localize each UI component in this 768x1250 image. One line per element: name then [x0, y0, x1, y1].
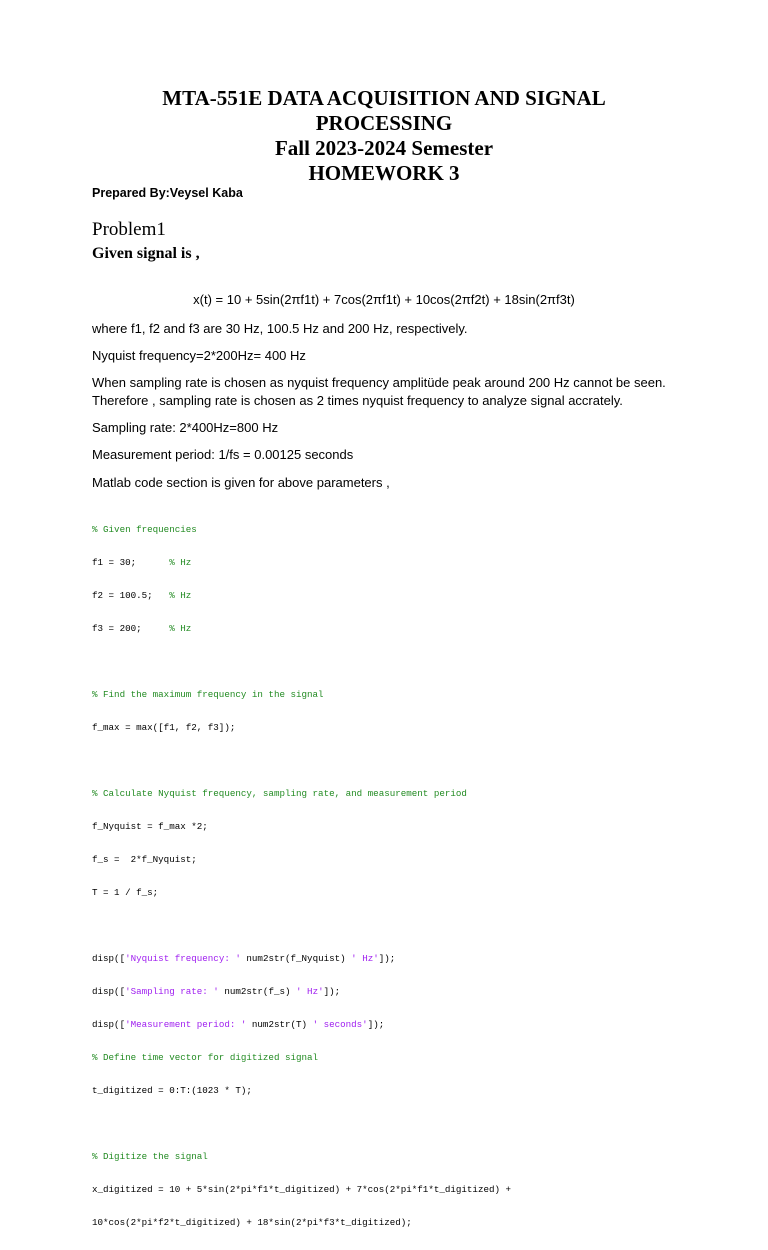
code-string: ' Hz' — [296, 986, 324, 997]
code-text: disp([ — [92, 986, 126, 997]
code-comment: % Calculate Nyquist frequency, sampling rate, and measurement period — [92, 788, 467, 799]
code-text: disp([ — [92, 1019, 126, 1030]
code-line: f_Nyquist = f_max *2; — [92, 821, 208, 832]
paragraph-nyquist: Nyquist frequency=2*200Hz= 400 Hz — [92, 348, 306, 363]
code-line — [92, 623, 692, 634]
code-comment: % Hz — [169, 590, 192, 601]
title-line-1: MTA-551E DATA ACQUISITION AND SIGNAL — [162, 86, 606, 110]
given-heading: Given signal is , — [92, 245, 200, 262]
code-text: f1 = 30; — [92, 557, 170, 568]
code-text: num2str(f_Nyquist) — [240, 953, 352, 964]
paragraph-code-intro: Matlab code section is given for above parameters , — [92, 475, 390, 490]
code-line: t_digitized = 0:T:(1023 * T); — [92, 1085, 252, 1096]
paragraph-measurement-period: Measurement period: 1/fs = 0.00125 seconds — [92, 447, 354, 462]
code-line — [92, 1019, 692, 1030]
title-line-3: Fall 2023-2024 Semester — [274, 136, 494, 160]
title-line-2: PROCESSING — [315, 111, 453, 135]
document-title — [92, 86, 676, 186]
code-text: num2str(f_s) — [218, 986, 297, 997]
code-line — [92, 986, 692, 997]
code-string: 'Measurement period: ' — [125, 1019, 247, 1030]
code-line: f_s = 2*f_Nyquist; — [92, 854, 197, 865]
code-text: ]); — [378, 953, 396, 964]
code-comment: % Given frequencies — [92, 524, 197, 535]
code-string: 'Nyquist frequency: ' — [125, 953, 241, 964]
prepared-by: Prepared By:Veysel Kaba — [92, 186, 243, 200]
code-blank-line — [92, 920, 692, 931]
code-line — [92, 953, 692, 964]
code-comment: % Hz — [169, 623, 192, 634]
code-comment: % Define time vector for digitized signal — [92, 1052, 319, 1063]
code-text: f3 = 200; — [92, 623, 170, 634]
title-line-4: HOMEWORK 3 — [308, 161, 460, 185]
code-line: x_digitized = 10 + 5*sin(2*pi*f1*t_digitized) + 7*cos(2*pi*f1*t_digitized) + — [92, 1184, 512, 1195]
paragraph-sampling-reason — [92, 374, 682, 410]
code-comment: % Hz — [169, 557, 192, 568]
signal-equation: x(t) = 10 + 5sin(2πf1t) + 7cos(2πf1t) + 10cos(2πf2t) + 18sin(2πf3t) — [193, 292, 575, 307]
code-text: disp([ — [92, 953, 126, 964]
code-line — [92, 590, 692, 601]
code-blank-line — [92, 755, 692, 766]
paragraph-line: When sampling rate is chosen as nyquist frequency amplitüde peak around 200 Hz cannot be seen. — [92, 375, 666, 390]
code-string: ' Hz' — [351, 953, 379, 964]
code-line: T = 1 / f_s; — [92, 887, 159, 898]
code-text: ]); — [323, 986, 341, 997]
code-string: ' seconds' — [312, 1019, 368, 1030]
paragraph-sampling-rate: Sampling rate: 2*400Hz=800 Hz — [92, 420, 279, 435]
paragraph-frequencies: where f1, f2 and f3 are 30 Hz, 100.5 Hz and 200 Hz, respectively. — [92, 321, 468, 336]
code-blank-line — [92, 1118, 692, 1129]
code-line: f_max = max([f1, f2, f3]); — [92, 722, 236, 733]
paragraph-line: Therefore , sampling rate is chosen as 2 times nyquist frequency to analyze signal accrately. — [92, 393, 623, 408]
code-comment: % Find the maximum frequency in the signal — [92, 689, 324, 700]
code-blank-line — [92, 656, 692, 667]
problem-heading: Problem1 — [92, 219, 166, 240]
code-string: 'Sampling rate: ' — [125, 986, 219, 997]
code-line: 10*cos(2*pi*f2*t_digitized) + 18*sin(2*pi*f3*t_digitized); — [92, 1217, 412, 1228]
code-comment: % Digitize the signal — [92, 1151, 208, 1162]
code-text: num2str(T) — [246, 1019, 313, 1030]
code-text: ]); — [367, 1019, 385, 1030]
code-line — [92, 557, 692, 568]
code-text: f2 = 100.5; — [92, 590, 170, 601]
matlab-code-block — [92, 502, 692, 1250]
